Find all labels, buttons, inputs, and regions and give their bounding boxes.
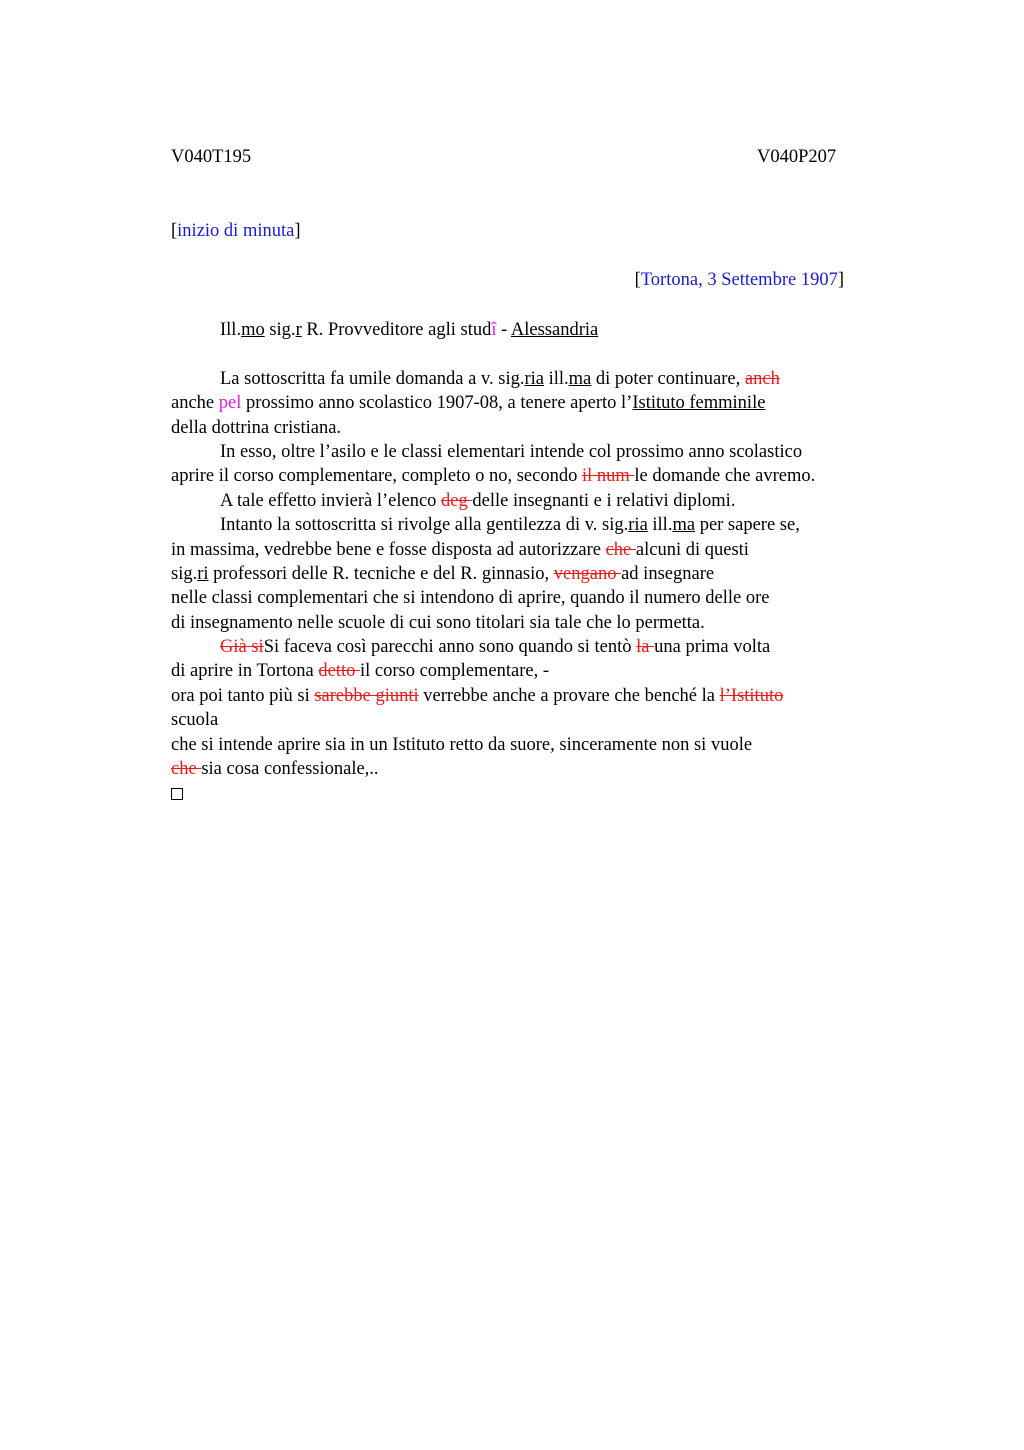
address-line: Ill.mo sig.r R. Provveditore agli studî - Alessandria [220, 320, 599, 340]
text-line: nelle classi complementari che si intendono di aprire, quando il numero delle ore [171, 588, 770, 609]
deletion: anch [744, 368, 780, 389]
text-line: in massima, vedrebbe bene e fosse disposta ad autorizzare che alcuni di questi [171, 539, 749, 560]
letter-date: [Tortona, 3 Settembre 1907] [634, 270, 844, 290]
document-code-right: V040P207 [757, 147, 837, 167]
square-icon [171, 788, 183, 800]
letter-body [171, 318, 911, 806]
letter-date-text: Tortona, 3 Settembre 1907 [640, 270, 838, 290]
deletion: deg [441, 490, 473, 511]
text-line: anche pel prossimo anno scolastico 1907-08, a tenere aperto l’Istituto femminile [171, 393, 766, 414]
insertion: pel [218, 393, 242, 414]
text-line: aprire il corso complementare, completo o no, secondo il num le domande che avremo. [171, 466, 816, 487]
deletion: Già si [220, 637, 264, 658]
text-line: sig.ri professori delle R. tecniche e del R. ginnasio, vengano ad insegnare [171, 563, 715, 584]
text-line: A tale effetto invierà l’elenco deg delle insegnanti e i relativi diplomi. [220, 490, 736, 511]
text-line: In esso, oltre l’asilo e le classi elementari intende col prossimo anno scolastico [220, 441, 803, 462]
text-line: ora poi tanto più si sarebbe giunti verrebbe anche a provare che benché la l’Istituto [171, 685, 784, 706]
end-marker [171, 781, 911, 805]
text-line: della dottrina cristiana. [171, 417, 342, 438]
deletion: vengano [553, 563, 622, 584]
text-line: scuola [171, 710, 219, 731]
text-line: che si intende aprire sia in un Istituto retto da suore, sinceramente non si vuole [171, 734, 753, 755]
paragraph-gap [171, 342, 911, 366]
deletion: che [171, 759, 202, 780]
deletion: che [605, 539, 636, 560]
text-line: di aprire in Tortona detto il corso complementare, - [171, 661, 550, 682]
text-line: che sia cosa confessionale,.. [171, 759, 379, 780]
deletion: la [636, 637, 655, 658]
editorial-note: [inizio di minuta] [171, 221, 301, 241]
editorial-note-text: inizio di minuta [177, 221, 295, 241]
deletion: l’Istituto [719, 685, 784, 706]
deletion: sarebbe giunti [314, 685, 419, 706]
text-line: La sottoscritta fa umile domanda a v. sig.ria ill.ma di poter continuare, anch [220, 368, 780, 389]
deletion: detto [318, 661, 360, 682]
deletion: il num [581, 466, 635, 487]
text-line: Già siSi faceva così parecchi anno sono quando si tentò la una prima volta [220, 637, 771, 658]
document-code-left: V040T195 [171, 147, 252, 167]
text-line: di insegnamento nelle scuole di cui sono titolari sia tale che lo permetta. [171, 612, 705, 633]
text-line: Intanto la sottoscritta si rivolge alla gentilezza di v. sig.ria ill.ma per sapere se, [220, 515, 800, 536]
